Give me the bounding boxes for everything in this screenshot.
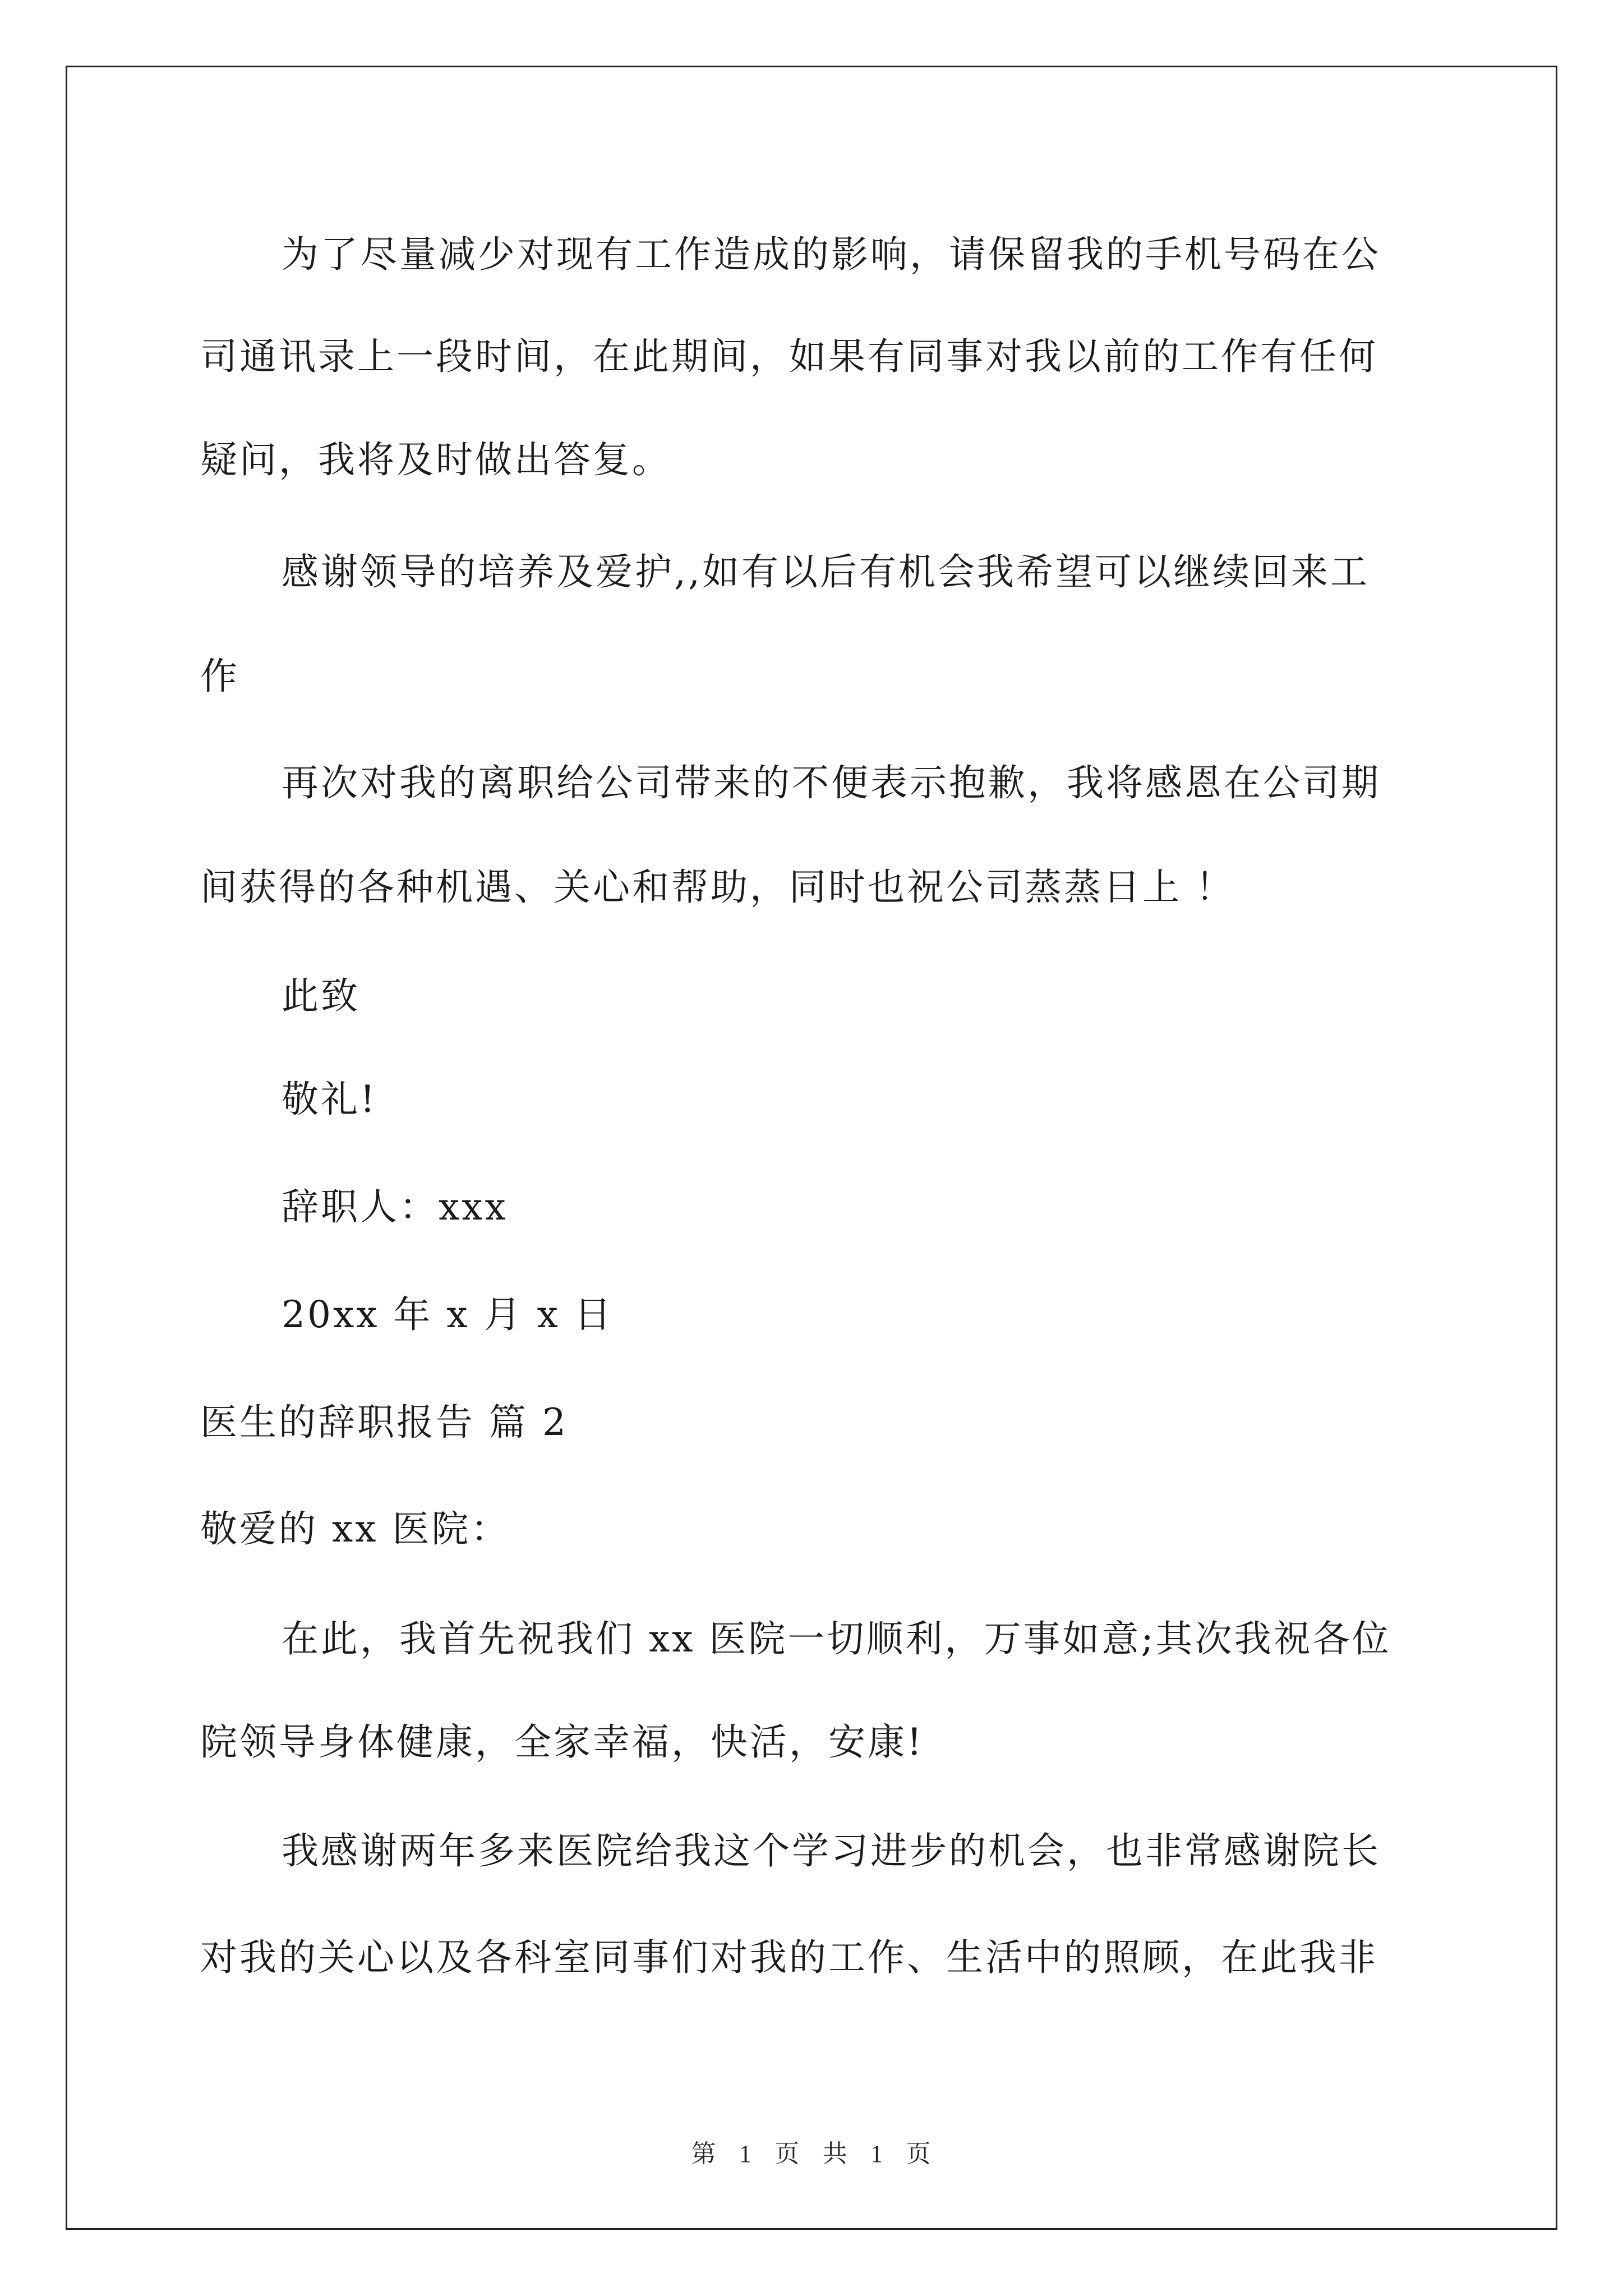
- signature-line: 辞职人：xxx: [282, 1185, 508, 1228]
- paragraph-line-9: 院领导身体健康，全家幸福，快活，安康!: [200, 1720, 924, 1764]
- paragraph-line-8: 在此，我首先祝我们 xx 医院一切顺利，万事如意;其次我祝各位: [282, 1617, 1391, 1660]
- paragraph-line-4: 感谢领导的培养及爱护,,如有以后有机会我希望可以继续回来工: [282, 550, 1370, 593]
- paragraph-line-11: 对我的关心以及各科室同事们对我的工作、生活中的照顾，在此我非: [200, 1936, 1378, 1979]
- letter-greeting: 敬爱的 xx 医院：: [200, 1507, 510, 1550]
- closing-regards: 敬礼!: [282, 1078, 377, 1121]
- paragraph-line-10: 我感谢两年多来医院给我这个学习进步的机会，也非常感谢院长: [282, 1829, 1381, 1872]
- paragraph-line-7: 间获得的各种机遇、关心和帮助，同时也祝公司蒸蒸日上 ！: [200, 866, 1235, 909]
- section-heading: 医生的辞职报告 篇 2: [200, 1401, 568, 1444]
- page-number-footer: 第 1 页 共 1 页: [691, 2140, 932, 2168]
- paragraph-line-5: 作: [200, 655, 239, 698]
- page-border: [66, 66, 1557, 2230]
- date-line: 20xx 年 x 月 x 日: [282, 1293, 614, 1336]
- closing-salutation: 此致: [282, 974, 360, 1018]
- paragraph-line-3: 疑问，我将及时做出答复。: [200, 438, 671, 481]
- paragraph-line-6: 再次对我的离职给公司带来的不便表示抱歉，我将感恩在公司期: [282, 761, 1381, 804]
- paragraph-line-2: 司通讯录上一段时间，在此期间，如果有同事对我以前的工作有任何: [200, 335, 1378, 378]
- paragraph-line-1: 为了尽量减少对现有工作造成的影响，请保留我的手机号码在公: [282, 233, 1381, 276]
